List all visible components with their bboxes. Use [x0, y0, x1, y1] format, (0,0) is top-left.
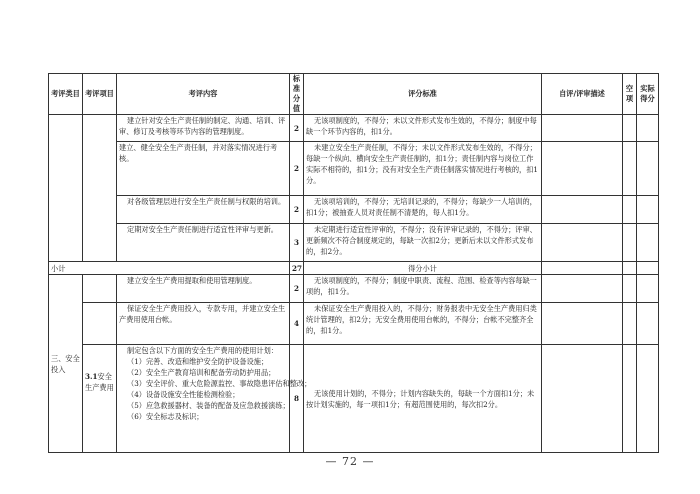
self-eval-cell [542, 303, 623, 345]
content-cell: 建立安全生产费用提取和使用管理制度。 [117, 275, 290, 303]
content-cell [117, 345, 312, 453]
standard-cell: 无该使用计划的，不得分；计划内容缺失的，每缺一个方面扣1分；未按计划实施的，每一项扣1分；有超范围使用的，每次扣2分。 [304, 345, 542, 453]
blank-cell [623, 303, 637, 345]
standard-cell: 无该项制度的，不得分；制度中职责、流程、范围、检查等内容每缺一项的，扣1分。 [304, 275, 542, 303]
table-row [49, 303, 659, 345]
subtotal-row [49, 262, 659, 275]
actual-cell [637, 262, 659, 275]
self-eval-cell [542, 262, 623, 275]
blank-cell [623, 275, 637, 303]
actual-cell [637, 303, 659, 345]
content-line: （3）安全评价、重大危险源监控、事故隐患评估和整改； [127, 379, 312, 388]
section-category: 三、安全投入 [51, 353, 80, 374]
header-content: 考评内容 [117, 74, 290, 115]
content-line: （1）完善、改造和维护安全防护设备设施； [127, 357, 269, 366]
content-cell: 建立、健全安全生产责任制，并对落实情况进行考核。 [117, 142, 290, 196]
actual-cell [637, 196, 659, 224]
item-number: 3.1 [85, 371, 98, 381]
blank-cell [623, 262, 637, 275]
content-cell: 建立针对安全生产责任制的制定、沟通、培训、评审、修订及考核等环节内容的管理制度。 [117, 115, 290, 142]
item-cell [83, 303, 117, 345]
category-cell [49, 115, 83, 262]
self-eval-cell [542, 224, 623, 262]
blank-cell [623, 224, 637, 262]
self-eval-cell [542, 345, 623, 453]
actual-cell [637, 142, 659, 196]
header-blank: 空项 [623, 74, 637, 115]
score-cell: 2 [290, 115, 304, 142]
subtotal-score: 27 [290, 262, 304, 275]
self-eval-cell [542, 115, 623, 142]
score-cell: 2 [290, 275, 304, 303]
actual-cell [637, 115, 659, 142]
standard-cell: 未定期进行适宜性评审的，不得分；没有评审记录的，不得分；评审、更新频次不符合制度规定的，每缺一次扣2分；更新后未以文件形式发布的，扣2分。 [304, 224, 542, 262]
evaluation-table [48, 73, 659, 453]
subtotal-score-label: 得分小计 [304, 262, 542, 275]
table-row [49, 142, 659, 196]
actual-cell [637, 224, 659, 262]
subtotal-label: 小计 [49, 262, 290, 275]
page-number: — 72 — [325, 455, 375, 468]
blank-cell [623, 115, 637, 142]
item-cell [83, 275, 117, 303]
score-cell: 2 [290, 196, 304, 224]
item-cell [83, 345, 117, 453]
header-item: 考评项目 [83, 74, 117, 115]
score-cell: 2 [290, 142, 304, 196]
standard-cell: 未建立安全生产责任制，不得分；未以文件形式发布生效的，不得分；每缺一个纵向、横向安全生产责任制的，扣1分；责任制内容与岗位工作实际不相符的，扣1分；没有对安全生产责任制落实情况进行考核的，扣1分。 [304, 142, 542, 196]
table-row [49, 196, 659, 224]
table-row [49, 115, 659, 142]
standard-cell: 无该项培训的，不得分；无培训记录的，不得分；每缺少一人培训的，扣1分；被抽查人员对责任制不清楚的，每人扣1分。 [304, 196, 542, 224]
table-row [49, 275, 659, 303]
actual-cell [637, 345, 659, 453]
standard-cell: 无该项制度的，不得分；未以文件形式发布生效的，不得分；制度中每缺一个环节内容的，扣1分。 [304, 115, 542, 142]
header-category: 考评类目 [49, 74, 83, 115]
table-row [49, 345, 659, 453]
item-name: 安全生产费用 [85, 371, 114, 392]
standard-cell: 未保证安全生产费用投入的，不得分；财务报表中无安全生产费用归类统计管理的，扣2分；无安全费用使用台帐的，不得分；台帐不完整齐全的，扣1分。 [304, 303, 542, 345]
header-standard: 评分标准 [304, 74, 542, 115]
score-cell: 4 [290, 303, 304, 345]
table-row [49, 224, 659, 262]
content-line: （4）设备设施安全性能检测检验； [127, 390, 240, 399]
blank-cell [623, 196, 637, 224]
self-eval-cell [542, 196, 623, 224]
header-score: 标准分值 [290, 74, 304, 115]
item-cell [83, 115, 117, 262]
header-actual: 实际得分 [637, 74, 659, 115]
score-cell: 3 [290, 224, 304, 262]
content-line: （2）安全生产教育培训和配备劳动防护用品； [127, 368, 276, 377]
content-line: （6）安全标志及标识； [127, 412, 204, 421]
self-eval-cell [542, 275, 623, 303]
section-category-cell [49, 275, 83, 453]
score-cell: 8 [290, 345, 304, 453]
content-cell: 保证安全生产费用投入，专款专用，并建立安全生产费用使用台帐。 [117, 303, 290, 345]
blank-cell [623, 142, 637, 196]
blank-cell [623, 345, 637, 453]
content-cell: 定期对安全生产责任制进行适宜性评审与更新。 [117, 224, 290, 262]
header-row [49, 74, 659, 115]
self-eval-cell [542, 142, 623, 196]
header-self-eval: 自评/评审描述 [542, 74, 623, 115]
content-cell: 对各级管理层进行安全生产责任制与权限的培训。 [117, 196, 290, 224]
content-line: （5）应急救援器材、装备的配备及应急救援演练； [127, 401, 290, 410]
content-line: 制定包含以下方面的安全生产费用的使用计划： [127, 346, 278, 355]
actual-cell [637, 275, 659, 303]
